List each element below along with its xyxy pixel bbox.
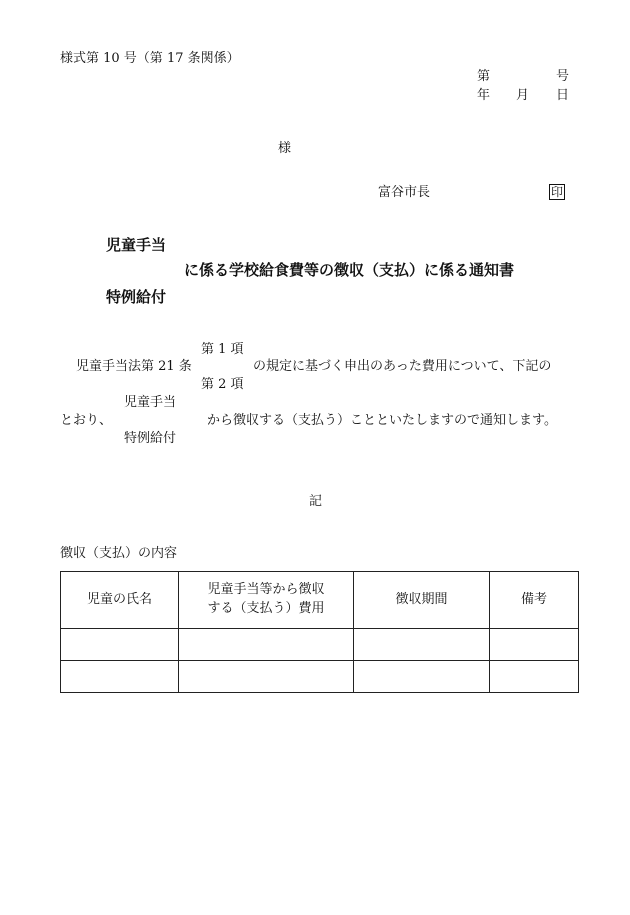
table-cell [490, 661, 579, 693]
ki-heading: 記 [309, 494, 323, 509]
body-line2: から徴収する（支払う）ことといたしますので通知します。 [207, 413, 557, 428]
title-option-child-allowance: 児童手当 [106, 236, 167, 254]
doc-number-dai: 第 [477, 69, 491, 84]
table-row [61, 661, 579, 693]
clause-2: 第 2 項 [201, 377, 244, 392]
table-cell [179, 629, 354, 661]
law-reference: 児童手当法第 21 条 [76, 359, 192, 374]
table-cell [179, 661, 354, 693]
body-option-special-benefit: 特例給付 [124, 431, 177, 446]
date-month: 月 [516, 88, 530, 103]
table-cell [61, 629, 179, 661]
table-cell [61, 661, 179, 693]
seal-mark: 印 [551, 185, 564, 199]
clause-1: 第 1 項 [201, 342, 244, 357]
form-number: 様式第 10 号（第 17 条関係） [60, 51, 240, 66]
header-child-name: 児童の氏名 [61, 572, 179, 629]
table-header-row [61, 572, 579, 629]
table-cell [490, 629, 579, 661]
body-option-child-allowance: 児童手当 [124, 395, 177, 410]
header-period: 徴収期間 [354, 572, 490, 629]
header-cost: 児童手当等から徴収 する（支払う）費用 [179, 572, 354, 629]
doc-number-go: 号 [556, 69, 570, 84]
document-title: に係る学校給食費等の徴収（支払）に係る通知書 [184, 261, 515, 279]
section-title: 徴収（支払）の内容 [60, 546, 178, 561]
body-line1: の規定に基づく申出のあった費用について、下記の [253, 359, 552, 374]
collection-details-table [60, 571, 579, 693]
table-row [61, 629, 579, 661]
date-year: 年 [477, 88, 491, 103]
issuer-title: 富谷市長 [378, 185, 431, 200]
title-option-special-benefit: 特例給付 [106, 288, 167, 306]
body-line2-prefix: とおり、 [60, 413, 113, 428]
date-day: 日 [556, 88, 570, 103]
table-cell [354, 629, 490, 661]
header-remarks: 備考 [490, 572, 579, 629]
table-cell [354, 661, 490, 693]
addressee-suffix: 様 [278, 141, 292, 156]
